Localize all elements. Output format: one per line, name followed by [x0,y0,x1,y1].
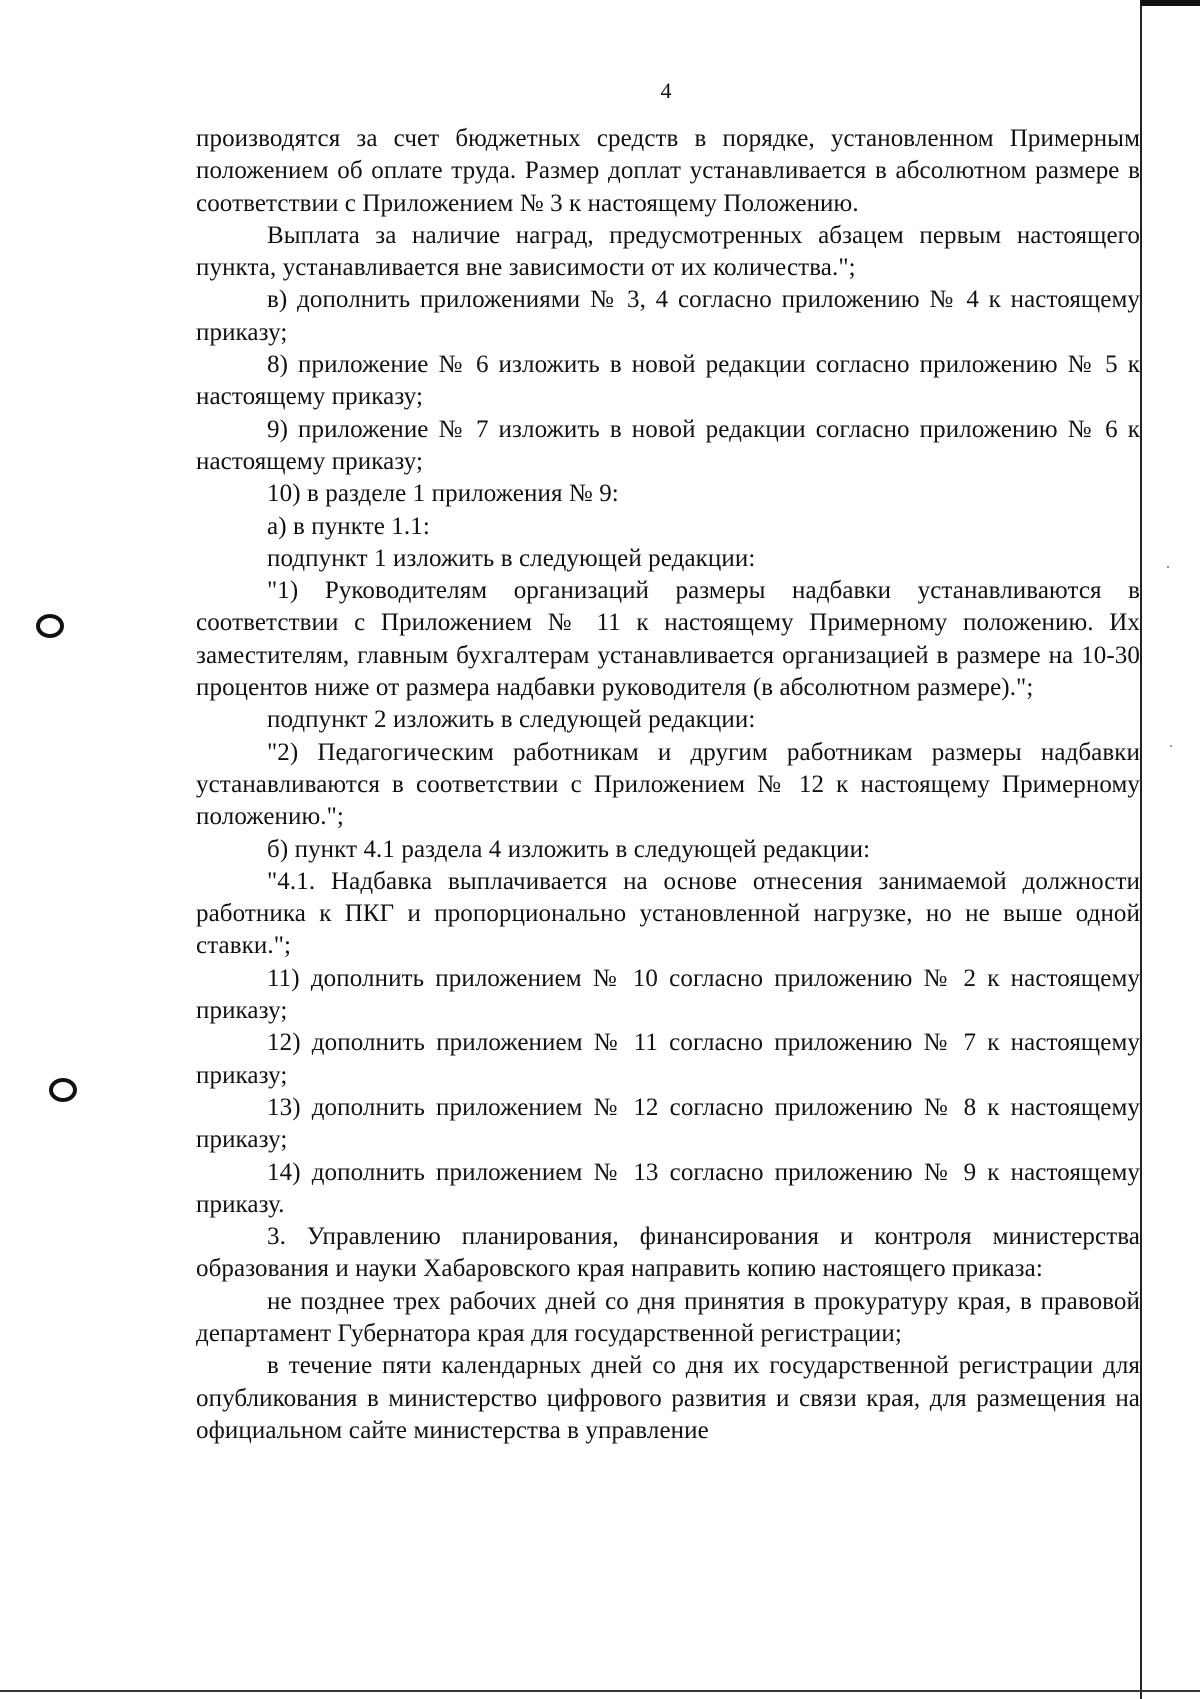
scan-speck [1170,745,1172,747]
paragraph: подпункт 2 изложить в следующей редакции: [267,706,756,734]
paragraph: в) дополнить приложениями № 3, 4 согласно приложению № 4 к настоящему приказу; [196,286,1140,346]
paragraph: "1) Руководителям организаций размеры надбавки устанавливаются в соответствии с Приложением № 11 к настоящему Примерному положению. Их заместителям, главным бухгалтерам устанавливается организацией в размере на 10-30 процентов ниже от размера надбавки руководителя (в абсолютном размере)."; [196,577,1140,702]
paragraph: 10) в разделе 1 приложения № 9: [267,480,619,508]
paragraph: "2) Педагогическим работникам и другим работникам размеры надбавки устанавливаются в соответствии с Приложением № 12 к настоящему Примерному положению."; [196,738,1140,831]
paragraph: "4.1. Надбавка выплачивается на основе отнесения занимаемой должности работника к ПКГ и пропорционально установленной нагрузке, но не выше одной ставки."; [196,867,1140,960]
paragraph: в течение пяти календарных дней со дня их государственной регистрации для опубликования в министерство цифрового развития и связи края, для размещения на официальном сайте министерства в управление [196,1352,1140,1444]
paragraph: 3. Управлению планирования, финансирования и контроля министерства образования и науки Хабаровского края направить копию настоящего приказа: [196,1223,1140,1283]
paragraph: 13) дополнить приложением № 12 согласно приложению № 8 к настоящему приказу; [196,1093,1140,1154]
paragraph: 12) дополнить приложением № 11 согласно приложению № 7 к настоящему приказу; [196,1029,1140,1089]
page-number: 4 [660,78,672,103]
scan-speck [1167,566,1169,568]
scan-edge-right [1140,0,1142,1699]
punch-hole-icon [49,1078,77,1102]
scan-edge-bottom [0,1690,1200,1692]
paragraph: 8) приложение № 6 изложить в новой редакции согласно приложению № 5 к настоящему приказу; [196,351,1140,411]
paragraph: производятся за счет бюджетных средств в порядке, установленном Примерным положением об оплате труда. Размер доплат устанавливается в абсолютном размере в соответствии с Приложением № 3 к настоящему Положению. [196,125,1140,217]
paragraph: а) в пункте 1.1: [267,512,430,540]
paragraph: 14) дополнить приложением № 13 согласно приложению № 9 к настоящему приказу. [196,1158,1140,1218]
document-body [196,123,1140,1447]
paragraph: Выплата за наличие наград, предусмотренных абзацем первым настоящего пункта, устанавливается вне зависимости от их количества."; [196,221,1140,282]
paragraph: не позднее трех рабочих дней со дня принятия в прокуратуру края, в правовой департамент Губернатора края для государственной регистрации; [196,1287,1140,1347]
paragraph: подпункт 1 изложить в следующей редакции: [267,544,756,572]
punch-hole-icon [36,614,64,638]
scan-edge-top-right [1140,0,1200,6]
paragraph: б) пункт 4.1 раздела 4 изложить в следующей редакции: [267,835,871,863]
paragraph: 11) дополнить приложением № 10 согласно приложению № 2 к настоящему приказу; [196,964,1140,1025]
paragraph: 9) приложение № 7 изложить в новой редакции согласно приложению № 6 к настоящему приказу; [196,415,1140,475]
